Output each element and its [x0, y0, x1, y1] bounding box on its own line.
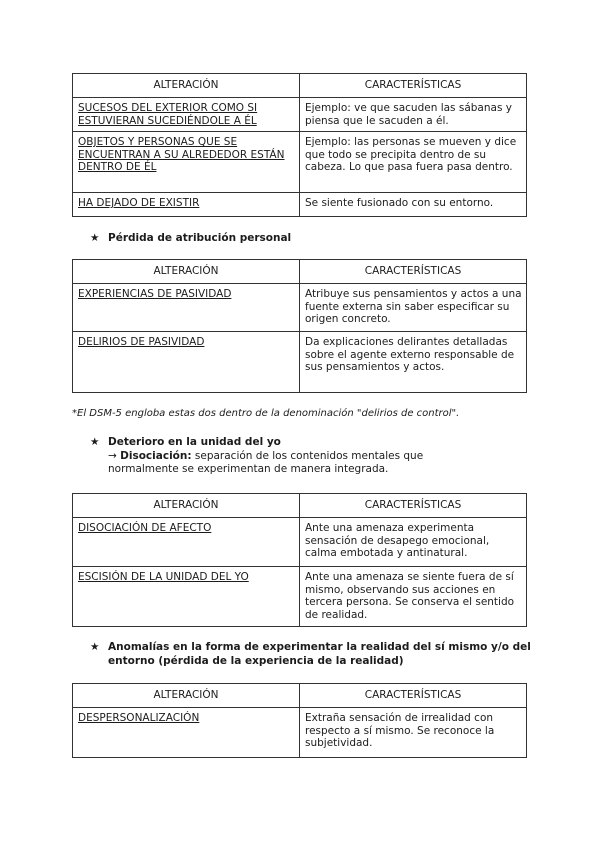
alteracion-cell: SUCESOS DEL EXTERIOR COMO SI ESTUVIERAN SUCEDIÉNDOLE A ÉL: [73, 98, 300, 132]
alteracion-cell: DISOCIACIÓN DE AFECTO: [73, 518, 300, 567]
bullet-text-line-1: Anomalías en la forma de experimentar la realidad del sí mismo y/o del: [108, 641, 531, 653]
header-alteracion: ALTERACIÓN: [73, 260, 300, 284]
star-icon: ★: [90, 641, 100, 653]
table-row: [73, 708, 527, 758]
caracteristicas-cell: Se siente fusionado con su entorno.: [300, 193, 527, 217]
caracteristicas-cell: Da explicaciones delirantes detalladas sobre el agente externo responsable de sus pensamientos y actos.: [300, 332, 527, 393]
table-2: [72, 259, 527, 393]
header-caracteristicas: CARACTERÍSTICAS: [300, 74, 527, 98]
caracteristicas-cell: Ejemplo: las personas se mueven y dice que todo se precipita dentro de su cabeza. Lo que pasa fuera pasa dentro.: [300, 132, 527, 193]
definition-line-1: separación de los contenidos mentales que: [191, 450, 424, 462]
alteracion-cell: OBJETOS Y PERSONAS QUE SE ENCUENTRAN A SU ALREDEDOR ESTÁN DENTRO DE ÉL: [73, 132, 300, 193]
bullet-text-line-2: entorno (pérdida de la experiencia de la realidad): [108, 655, 404, 667]
table-row: [73, 193, 527, 217]
header-caracteristicas: CARACTERÍSTICAS: [300, 494, 527, 518]
star-icon: ★: [90, 232, 100, 244]
alteracion-cell: ESCISIÓN DE LA UNIDAD DEL YO: [73, 567, 300, 627]
table-row: [73, 332, 527, 393]
alteracion-cell: EXPERIENCIAS DE PASIVIDAD: [73, 284, 300, 332]
table-row: [73, 518, 527, 567]
table-3: [72, 493, 527, 627]
header-alteracion: ALTERACIÓN: [73, 74, 300, 98]
bullet-deterioro-unidad: [90, 436, 281, 449]
header-alteracion: ALTERACIÓN: [73, 494, 300, 518]
alteracion-cell: HA DEJADO DE EXISTIR: [73, 193, 300, 217]
disociacion-definition: [108, 450, 508, 476]
table-row: [73, 132, 527, 193]
caracteristicas-cell: Ante una amenaza se siente fuera de sí mismo, observando sus acciones en tercera persona. Se conserva el sentido de realidad.: [300, 567, 527, 627]
table-row: [73, 567, 527, 627]
term-disociacion: Disociación:: [120, 450, 192, 462]
caracteristicas-cell: Ejemplo: ve que sacuden las sábanas y piensa que le sacuden a él.: [300, 98, 527, 132]
table-row: [73, 98, 527, 132]
arrow-icon: →: [108, 450, 117, 462]
star-icon: ★: [90, 436, 100, 448]
bullet-text: Deterioro en la unidad del yo: [108, 436, 281, 448]
caracteristicas-cell: Ante una amenaza experimenta sensación de desapego emocional, calma embotada y antinatural.: [300, 518, 527, 567]
definition-line-2: normalmente se experimentan de manera integrada.: [108, 463, 389, 475]
header-caracteristicas: CARACTERÍSTICAS: [300, 260, 527, 284]
caracteristicas-cell: Atribuye sus pensamientos y actos a una fuente externa sin saber especificar su origen concreto.: [300, 284, 527, 332]
table-1: [72, 73, 527, 217]
bullet-perdida-atribucion: [90, 232, 291, 245]
alteracion-cell: DESPERSONALIZACIÓN: [73, 708, 300, 758]
header-caracteristicas: CARACTERÍSTICAS: [300, 684, 527, 708]
bullet-anomalias: [90, 641, 531, 654]
alteracion-cell: DELIRIOS DE PASIVIDAD: [73, 332, 300, 393]
bullet-text: Pérdida de atribución personal: [108, 232, 292, 244]
table-row: [73, 284, 527, 332]
table-4: [72, 683, 527, 758]
bullet-anomalias-line-2: [108, 655, 508, 668]
header-alteracion: ALTERACIÓN: [73, 684, 300, 708]
dsm5-note: *El DSM-5 engloba estas dos dentro de la denominación "delirios de control".: [72, 408, 460, 419]
caracteristicas-cell: Extraña sensación de irrealidad con respecto a sí mismo. Se reconoce la subjetividad.: [300, 708, 527, 758]
